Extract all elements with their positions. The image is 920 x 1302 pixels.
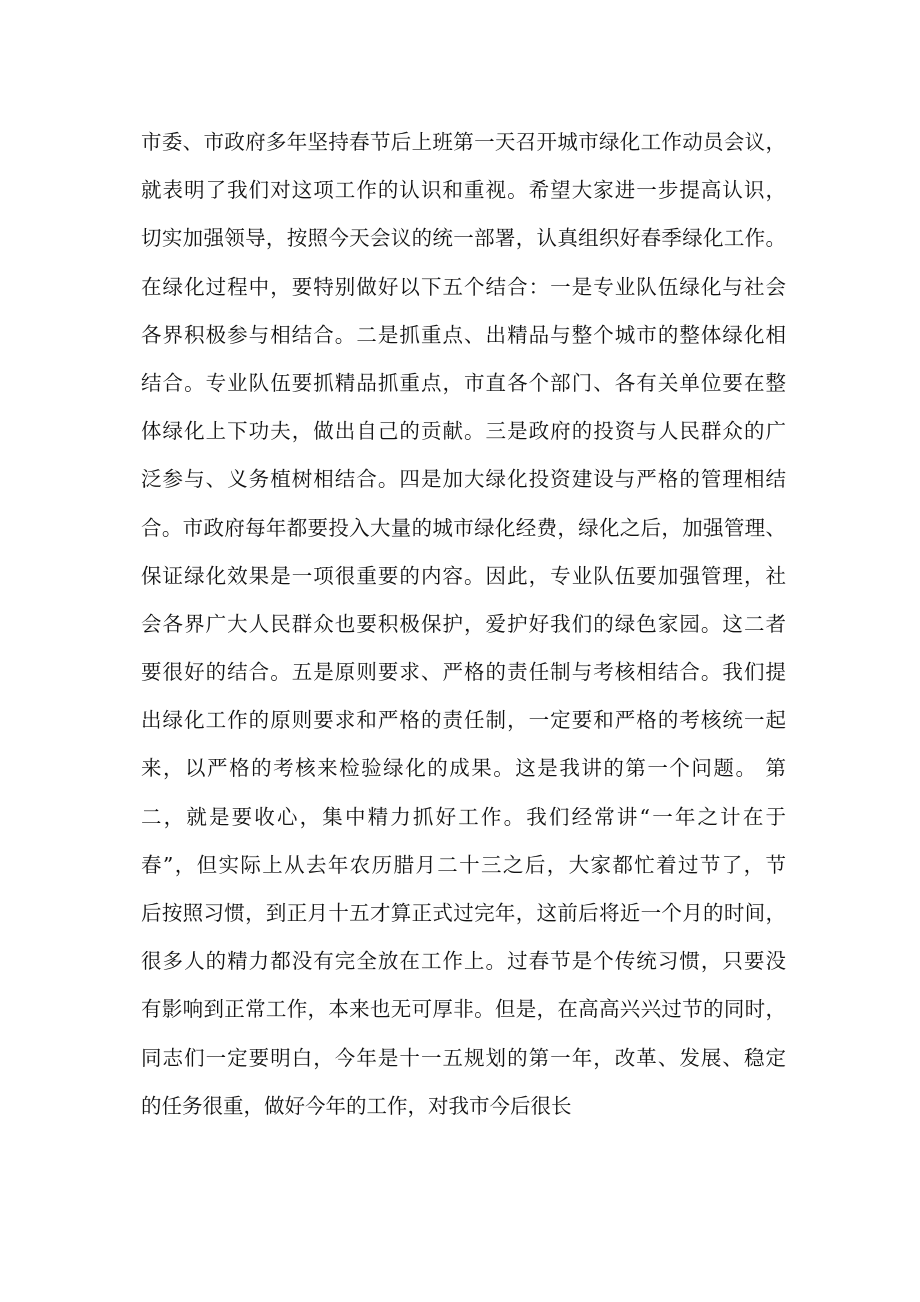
text-line-14: 来，以严格的考核来检验绿化的成果。这是我讲的第一个问题。 第 bbox=[141, 756, 786, 781]
text-line-7: 体绿化上下功夫，做出自己的贡献。三是政府的投资与人民群众的广 bbox=[141, 419, 786, 444]
text-line-6: 结合。专业队伍要抓精品抓重点，市直各个部门、各有关单位要在整 bbox=[141, 370, 786, 395]
text-line-17: 后按照习惯，到正月十五才算正式过完年，这前后将近一个月的时间， bbox=[141, 901, 786, 925]
text-line-18: 很多人的精力都没有完全放在工作上。过春节是个传统习惯，只要没 bbox=[141, 949, 786, 974]
text-line-19: 有影响到正常工作，本来也无可厚非。但是，在高高兴兴过节的同时， bbox=[141, 997, 786, 1022]
text-line-20: 同志们一定要明白，今年是十一五规划的第一年，改革、发展、稳定 bbox=[141, 1045, 786, 1070]
text-line-8: 泛参与、义务植树相结合。四是加大绿化投资建设与严格的管理相结 bbox=[141, 467, 786, 492]
text-line-11: 会各界广大人民群众也要积极保护，爱护好我们的绿色家园。这二者 bbox=[141, 611, 786, 636]
text-line-3: 切实加强领导，按照今天会议的统一部署，认真组织好春季绿化工作。 bbox=[141, 226, 786, 251]
text-line-1: 市委、市政府多年坚持春节后上班第一天召开城市绿化工作动员会议， bbox=[141, 130, 786, 154]
body-text bbox=[141, 118, 786, 1130]
text-line-16: 春”，但实际上从去年农历腊月二十三之后，大家都忙着过节了，节 bbox=[141, 852, 786, 877]
text-line-4: 在绿化过程中，要特别做好以下五个结合：一是专业队伍绿化与社会 bbox=[141, 274, 786, 299]
text-line-15: 二，就是要收心，集中精力抓好工作。我们经常讲“一年之计在于 bbox=[141, 804, 786, 829]
text-line-9: 合。市政府每年都要投入大量的城市绿化经费，绿化之后，加强管理、 bbox=[141, 515, 786, 540]
text-line-5: 各界积极参与相结合。二是抓重点、出精品与整个城市的整体绿化相 bbox=[141, 322, 786, 347]
text-line-13: 出绿化工作的原则要求和严格的责任制，一定要和严格的考核统一起 bbox=[141, 708, 786, 733]
text-line-21: 的任务很重，做好今年的工作，对我市今后很长 bbox=[141, 1093, 572, 1118]
text-line-10: 保证绿化效果是一项很重要的内容。因此，专业队伍要加强管理，社 bbox=[141, 563, 786, 588]
text-line-12: 要很好的结合。五是原则要求、严格的责任制与考核相结合。我们提 bbox=[141, 660, 786, 685]
text-line-2: 就表明了我们对这项工作的认识和重视。希望大家进一步提高认识， bbox=[141, 178, 786, 203]
